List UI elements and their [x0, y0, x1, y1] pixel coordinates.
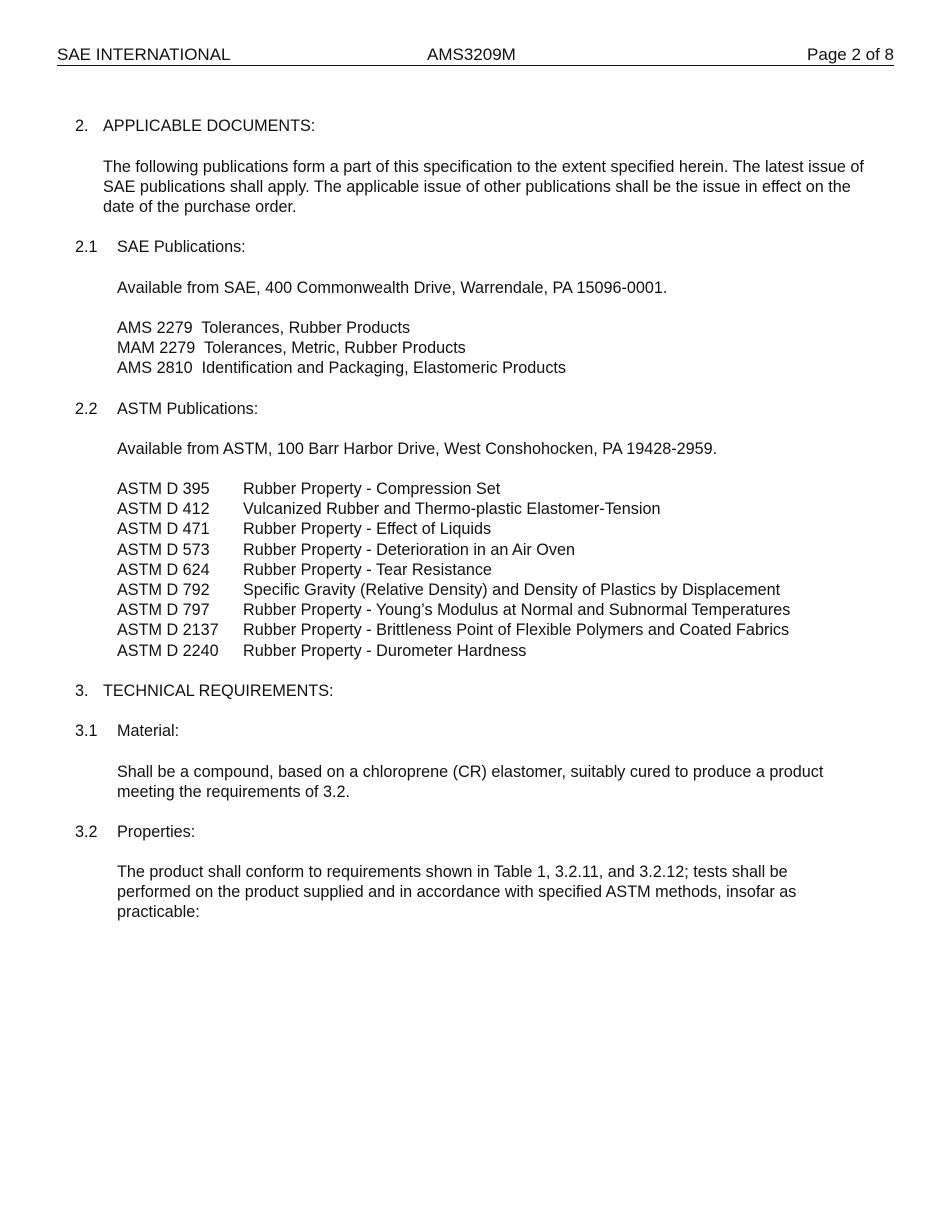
section-2-2-number: 2.2: [75, 400, 98, 418]
page-header: [57, 45, 894, 66]
astm-code: ASTM D 573: [117, 540, 210, 559]
section-2-1-title: SAE Publications:: [117, 238, 246, 256]
sae-reference: MAM 2279 Tolerances, Metric, Rubber Products: [117, 339, 466, 358]
section-3-1-number: 3.1: [75, 722, 98, 740]
astm-title: Rubber Property - Young’s Modulus at Normal and Subnormal Temperatures: [243, 601, 791, 620]
section-3-2-number: 3.2: [75, 823, 98, 841]
astm-title: Rubber Property - Brittleness Point of Flexible Polymers and Coated Fabrics: [243, 621, 790, 640]
sae-availability: Available from SAE, 400 Commonwealth Drive, Warrendale, PA 15096-0001.: [117, 279, 668, 297]
astm-reference: [117, 499, 790, 519]
section-2-number: 2.: [75, 117, 89, 135]
astm-code: ASTM D 797: [117, 601, 210, 620]
section-2-title: APPLICABLE DOCUMENTS:: [103, 117, 316, 135]
section-3-1-body: Shall be a compound, based on a chloroprene (CR) elastomer, suitably cured to produce a product meeting the requirements of 3.2.: [117, 763, 824, 801]
section-2-intro: The following publications form a part of this specification to the extent specified herein. The latest issue of SAE publications shall apply. The applicable issue of other publications shall be the issue in effect on the date of the purchase order.: [103, 158, 864, 216]
astm-reference: [117, 580, 790, 600]
astm-availability: Available from ASTM, 100 Barr Harbor Drive, West Conshohocken, PA 19428-2959.: [117, 440, 718, 458]
astm-reference: [117, 479, 790, 499]
astm-reference-list: [117, 479, 790, 661]
astm-title: Rubber Property - Tear Resistance: [243, 560, 492, 579]
section-3-title: TECHNICAL REQUIREMENTS:: [103, 682, 334, 700]
sae-reference: AMS 2810 Identification and Packaging, Elastomeric Products: [117, 359, 566, 378]
section-2-2-title: ASTM Publications:: [117, 400, 259, 418]
section-3-1-title: Material:: [117, 722, 180, 740]
header-org: SAE INTERNATIONAL: [57, 45, 231, 64]
section-3-2-body: The product shall conform to requirements shown in Table 1, 3.2.11, and 3.2.12; tests shall be performed on the product supplied and in accordance with specified ASTM methods, insofar as practicable:: [117, 863, 797, 921]
astm-code: ASTM D 624: [117, 560, 210, 579]
header-doc-id: AMS3209M: [427, 45, 516, 64]
astm-title: Rubber Property - Deterioration in an Air Oven: [243, 540, 576, 559]
header-page-number: Page 2 of 8: [807, 45, 894, 64]
astm-reference: [117, 519, 790, 539]
astm-code: ASTM D 2240: [117, 641, 219, 660]
astm-code: ASTM D 2137: [117, 621, 219, 640]
astm-reference: [117, 540, 790, 560]
sae-reference-list: [117, 318, 566, 379]
astm-reference: [117, 560, 790, 580]
section-3-number: 3.: [75, 682, 89, 700]
astm-code: ASTM D 792: [117, 580, 210, 599]
astm-reference: [117, 620, 790, 640]
section-3-2-title: Properties:: [117, 823, 196, 841]
astm-reference: [117, 600, 790, 620]
astm-title: Vulcanized Rubber and Thermo-plastic Elastomer-Tension: [243, 500, 661, 519]
astm-title: Specific Gravity (Relative Density) and Density of Plastics by Displacement: [243, 580, 781, 599]
astm-title: Rubber Property - Durometer Hardness: [243, 641, 527, 660]
astm-code: ASTM D 395: [117, 480, 210, 498]
astm-title: Rubber Property - Compression Set: [243, 480, 501, 498]
astm-reference: [117, 641, 790, 661]
astm-code: ASTM D 471: [117, 520, 210, 539]
astm-title: Rubber Property - Effect of Liquids: [243, 520, 492, 539]
section-2-1-number: 2.1: [75, 238, 98, 256]
sae-reference: AMS 2279 Tolerances, Rubber Products: [117, 319, 411, 337]
astm-code: ASTM D 412: [117, 500, 210, 519]
